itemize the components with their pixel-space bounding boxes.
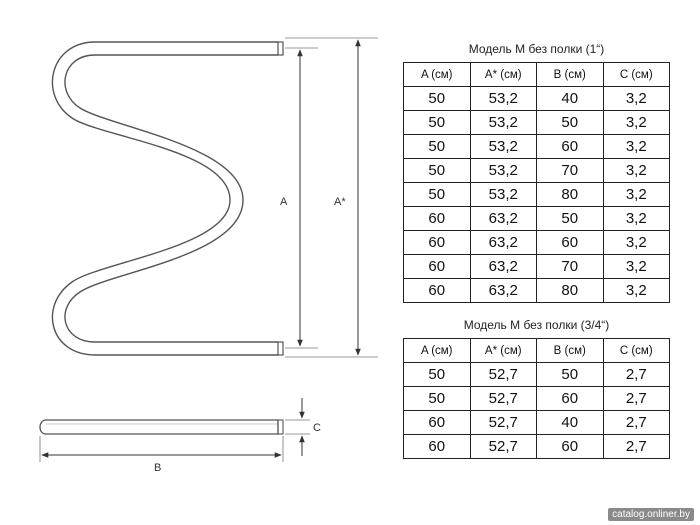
table-cell: 50 — [404, 363, 471, 387]
table-cell: 3,2 — [603, 87, 670, 111]
table-cell: 63,2 — [470, 231, 537, 255]
table-cell: 50 — [404, 159, 471, 183]
tube-inner-contour — [65, 55, 278, 342]
table-cell: 50 — [537, 207, 604, 231]
table-cell: 50 — [404, 387, 471, 411]
column-header: B (см) — [537, 339, 604, 363]
table-cell: 3,2 — [603, 279, 670, 303]
column-header: A (см) — [404, 63, 471, 87]
table-cell: 53,2 — [470, 183, 537, 207]
table-cell: 52,7 — [470, 435, 537, 459]
table-cell: 50 — [404, 135, 471, 159]
table-row — [404, 231, 670, 255]
table-cell: 53,2 — [470, 159, 537, 183]
table-cell: 3,2 — [603, 183, 670, 207]
table-cell: 2,7 — [603, 363, 670, 387]
table-2 — [403, 338, 670, 459]
table-2-header-row — [404, 339, 670, 363]
tube-end-bottom — [278, 342, 283, 355]
table-cell: 3,2 — [603, 159, 670, 183]
table-cell: 60 — [537, 135, 604, 159]
table-cell: 50 — [404, 87, 471, 111]
table-cell: 3,2 — [603, 255, 670, 279]
column-header: A* (см) — [470, 339, 537, 363]
table-cell: 3,2 — [603, 231, 670, 255]
column-header: A (см) — [404, 339, 471, 363]
table-cell: 50 — [404, 111, 471, 135]
table-row — [404, 135, 670, 159]
table-cell: 80 — [537, 279, 604, 303]
table-cell: 53,2 — [470, 135, 537, 159]
table-1-title: Модель М без полки (1“) — [468, 42, 605, 56]
table-cell: 60 — [404, 279, 471, 303]
table-cell: 40 — [537, 411, 604, 435]
table-cell: 52,7 — [470, 363, 537, 387]
table-cell: 53,2 — [470, 87, 537, 111]
table-cell: 40 — [537, 87, 604, 111]
column-header: C (см) — [603, 63, 670, 87]
dimension-c-label: C — [313, 422, 321, 434]
table-1-body — [404, 87, 670, 303]
table-cell: 80 — [537, 183, 604, 207]
table-cell: 53,2 — [470, 111, 537, 135]
table-cell: 2,7 — [603, 435, 670, 459]
table-cell: 60 — [404, 435, 471, 459]
tube-side-view — [40, 420, 278, 434]
table-cell: 63,2 — [470, 255, 537, 279]
table-2-body — [404, 363, 670, 459]
column-header: B (см) — [537, 63, 604, 87]
table-cell: 60 — [404, 255, 471, 279]
table-row — [404, 255, 670, 279]
table-cell: 70 — [537, 159, 604, 183]
dimension-a-label: A — [280, 196, 288, 208]
table-row — [404, 363, 670, 387]
table-cell: 3,2 — [603, 207, 670, 231]
table-2-title: Модель М без полки (3/4“) — [463, 318, 610, 332]
table-row — [404, 111, 670, 135]
table-cell: 50 — [537, 111, 604, 135]
table-row — [404, 279, 670, 303]
table-cell: 60 — [537, 231, 604, 255]
table-cell: 60 — [404, 411, 471, 435]
column-header: A* (см) — [470, 63, 537, 87]
table-cell: 60 — [404, 207, 471, 231]
table-row — [404, 87, 670, 111]
tube-outer-contour — [52, 42, 278, 355]
table-cell: 70 — [537, 255, 604, 279]
table-cell: 3,2 — [603, 135, 670, 159]
table-cell: 50 — [537, 363, 604, 387]
tube-end-top — [278, 42, 283, 55]
watermark: catalog.onliner.by — [608, 508, 694, 521]
table-row — [404, 159, 670, 183]
table-row — [404, 387, 670, 411]
column-header: C (см) — [603, 339, 670, 363]
table-1 — [403, 62, 670, 303]
table-cell: 3,2 — [603, 111, 670, 135]
table-cell: 63,2 — [470, 207, 537, 231]
table-cell: 2,7 — [603, 387, 670, 411]
table-cell: 52,7 — [470, 387, 537, 411]
table-cell: 2,7 — [603, 411, 670, 435]
dimension-a-star-label: A* — [334, 196, 346, 208]
table-row — [404, 207, 670, 231]
table-cell: 60 — [537, 387, 604, 411]
table-row — [404, 411, 670, 435]
table-row — [404, 183, 670, 207]
table-cell: 60 — [404, 231, 471, 255]
table-cell: 63,2 — [470, 279, 537, 303]
table-cell: 50 — [404, 183, 471, 207]
table-cell: 52,7 — [470, 411, 537, 435]
table-cell: 60 — [537, 435, 604, 459]
table-row — [404, 435, 670, 459]
dimension-b-label: B — [154, 462, 162, 474]
table-1-header-row — [404, 63, 670, 87]
